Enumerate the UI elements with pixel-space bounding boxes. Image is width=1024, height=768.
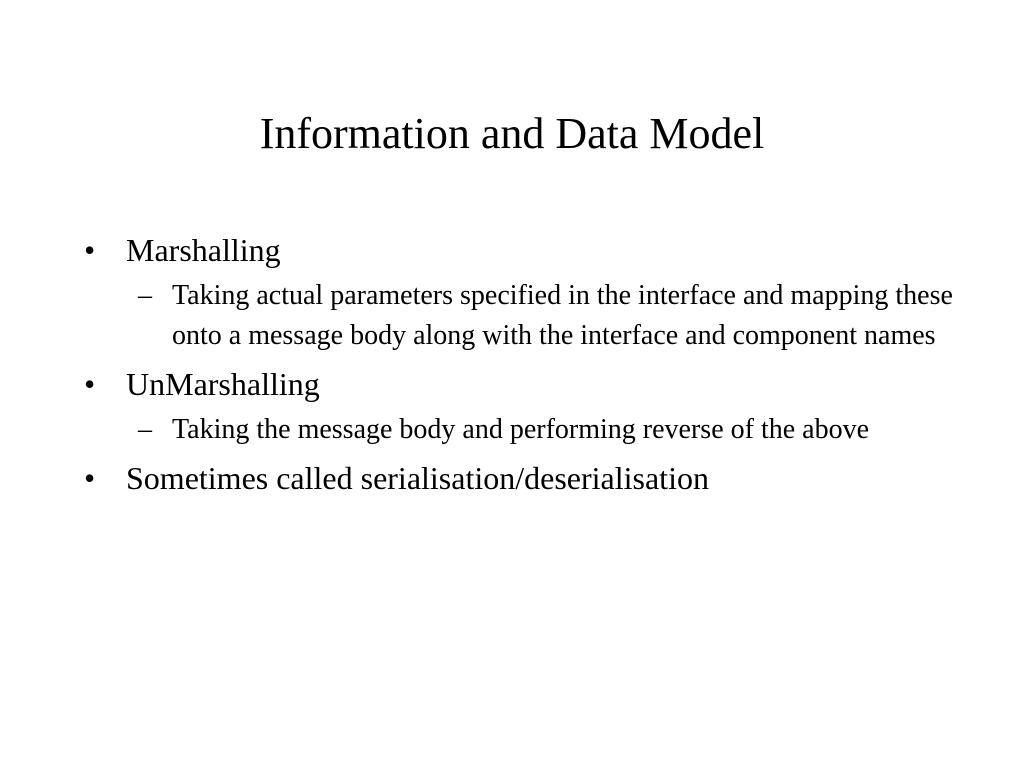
- bullet-item: [84, 456, 964, 500]
- bullet-marker: •: [84, 366, 96, 402]
- sub-bullet-list: [126, 410, 964, 450]
- bullet-item: [84, 228, 964, 356]
- sub-bullet-item: [126, 276, 964, 356]
- sub-bullet-text: Taking the message body and performing reverse of the above: [172, 414, 870, 445]
- slide-title: Information and Data Model: [259, 109, 765, 158]
- bullet-marker: •: [84, 460, 96, 496]
- bullet-marker: •: [84, 232, 96, 268]
- sub-bullet-item: [126, 410, 964, 450]
- sub-bullet-list: [126, 276, 964, 356]
- bullet-text: UnMarshalling: [126, 366, 320, 402]
- bullet-text: Marshalling: [126, 232, 281, 268]
- dash-marker: –: [138, 414, 152, 445]
- bullet-item: [84, 362, 964, 450]
- sub-bullet-text: Taking actual parameters specified in the interface and mapping these onto a message body along with the interface and component names: [172, 280, 953, 351]
- dash-marker: –: [138, 280, 152, 311]
- bullet-text: Sometimes called serialisation/deserialisation: [126, 460, 709, 496]
- bullet-list: [84, 228, 964, 506]
